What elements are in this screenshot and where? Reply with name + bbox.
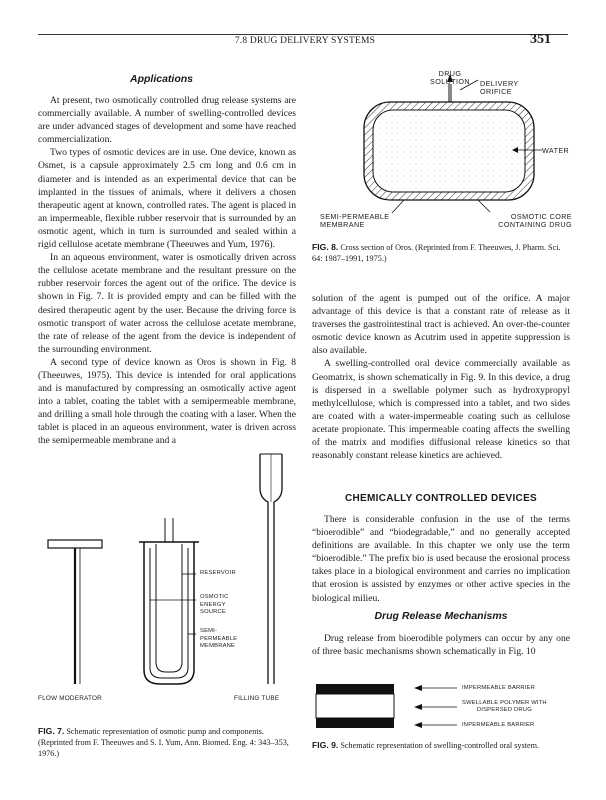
moderator-cap	[48, 540, 102, 548]
impermeable-barrier-bottom	[316, 718, 394, 728]
label-reservoir: RESERVOIR	[200, 570, 236, 576]
fig7-caption-text: Schematic representation of osmotic pump and components. (Reprinted from F. Theeuwes and S. I. Yum, Ann. Biomed. Eng. 4: 343–353, 1976.)	[38, 727, 289, 758]
paragraph: In an aqueous environment, water is osmotically driven across the cellulose acetate membrane and the resultant pressure on the rubber reservoir forces the agent out of the orifice. The device is shown in Fig. 7. It is provided empty and can be filled with the desired therapeutic agent by the user. Because the driving force is osmotic transport of water across the cellulose acetate membrane, the rate of release of the agent from the device is independent of the surrounding environment.	[38, 252, 296, 355]
label-line: SEMI-	[200, 628, 218, 634]
paragraph: A swelling-controlled oral device commercially available as Geomatrix, is shown schematically in Fig. 9. In this device, a drug is dispersed in a swellable polymer such as hydroxypropyl methylcellulose, which is compressed into a tablet, and two sides are coated with a water-impermeable coating such as cellulose acetate propionate. This impermeable coating affects the swelling of the matrix and modifies diffusional release kinetics so that reasonably constant release kinetics are achieved.	[312, 358, 570, 462]
filling-tube	[260, 454, 268, 684]
label-semi-permeable-membrane: SEMI-PERMEABLE MEMBRANE	[320, 212, 390, 229]
fig7-caption-label: FIG. 7.	[38, 726, 65, 736]
running-title: 7.8 DRUG DELIVERY SYSTEMS	[234, 36, 376, 46]
osmotic-pump-schematic	[38, 448, 300, 710]
label-line: MEMBRANE	[200, 643, 236, 649]
capsule-outer	[144, 542, 194, 684]
label-line: SOURCE	[200, 609, 227, 615]
subsection-text	[312, 632, 570, 658]
label-line: PERMEABLE	[200, 635, 238, 642]
paragraph: There is considerable confusion in the use of the terms “bioerodible” and “biodegradable,” and no generally accepted definitions are available. In this chapter we only use the term “bioerodible.” The prefix bio is used because the erosional process takes place in a biological environment and carries no implication that erosion is assisted by enzymes or other active species in the biological milieu.	[312, 514, 570, 604]
label-drug-solution: DRUG SOLUTION	[430, 69, 470, 86]
right-column-text	[312, 292, 570, 462]
fig9-caption-label: FIG. 9.	[312, 740, 339, 750]
page-number: 351	[530, 32, 551, 47]
label-line: OSMOTIC	[200, 594, 229, 600]
label-line: ENERGY	[200, 601, 226, 608]
applications-heading: Applications	[130, 73, 194, 85]
impermeable-barrier-top	[316, 684, 394, 694]
swellable-polymer-layer	[316, 694, 394, 718]
paragraph: Drug release from bioerodible polymers can occur by any one of three basic mechanisms shown schematically in Fig. 10	[312, 633, 570, 658]
fig7-caption	[38, 726, 296, 759]
section-heading: CHEMICALLY CONTROLLED DEVICES	[344, 493, 538, 504]
label-line: SWELLABLE POLYMER WITH	[462, 700, 547, 706]
label-osmotic-core: OSMOTIC CORE CONTAINING DRUG	[498, 212, 572, 229]
fig9-caption	[312, 740, 570, 751]
label-line: DISPERSED DRUG	[476, 707, 532, 713]
label-swellable-polymer	[462, 700, 547, 714]
section-text	[312, 513, 570, 605]
fig8-diagram	[312, 60, 572, 240]
label-semi-permeable-membrane	[200, 628, 237, 651]
label-impermeable-barrier-bottom: INPERMEABLE BARRIER	[462, 722, 535, 728]
paragraph: Two types of osmotic devices are in use. One device, known as Osmet, is a capsule approximately 2.5 cm long and 0.6 cm in diameter and is intended as an experimental device that can be implanted in the tissues of animals, where it delivers a chosen therapeutic agent at known, controlled rates. The agent is placed in an impermeable, flexible rubber reservoir that is surrounded by an osmotic agent, which in turn is surrounded and sealed within a rigid cellulose acetate membrane (Theeuwes and Yum, 1976).	[38, 147, 296, 251]
fig8-caption-text: Cross section of Oros. (Reprinted from F. Theeuwes, J. Pharm. Sci. 64: 1987–1991, 1975.)	[312, 243, 561, 263]
label-filling-tube: FILLING TUBE	[234, 695, 280, 702]
subheading: Drug Release Mechanisms	[374, 610, 508, 622]
paragraph: solution of the agent is pumped out of the orifice. A major advantage of this device is that a constant rate of release as it traverses the gastrointestinal tract is achieved. An over-the-counter osmotic device known as Acutrim used in appetite suppression is also available.	[312, 293, 570, 357]
label-delivery-orifice: DELIVERY ORIFICE	[480, 79, 519, 96]
fig7-diagram	[38, 448, 300, 710]
label-flow-moderator: FLOW MODERATOR	[38, 695, 102, 702]
left-column-text	[38, 94, 296, 448]
fig8-caption	[312, 242, 570, 264]
paragraph: At present, two osmotically controlled drug release systems are commercially available. A number of swelling-controlled devices are under advanced stages of development and some have reached commercialization.	[38, 95, 296, 146]
fig9-diagram	[312, 680, 572, 736]
paragraph: A second type of device known as Oros is shown in Fig. 8 (Theeuwes, 1975). This device is intended for oral applications and is manufactured by compressing an osmotically active agent into a tablet, coating the tablet with a semipermeable membrane, and drilling a small hole through the coating with a laser. When the tablet is placed in an aqueous environment, water is driven across the semipermeable membrane and a	[38, 356, 296, 447]
label-water: WATER	[542, 146, 570, 155]
capsule-reservoir	[156, 544, 182, 672]
label-osmotic-energy-source	[200, 594, 228, 617]
label-impermeable-barrier-top: IMPERMEABLE BARRIER	[462, 685, 536, 691]
fig8-caption-label: FIG. 8.	[312, 242, 339, 252]
fig9-caption-text: Schematic representation of swelling-controlled oral system.	[340, 741, 540, 750]
header-rule	[38, 34, 568, 35]
